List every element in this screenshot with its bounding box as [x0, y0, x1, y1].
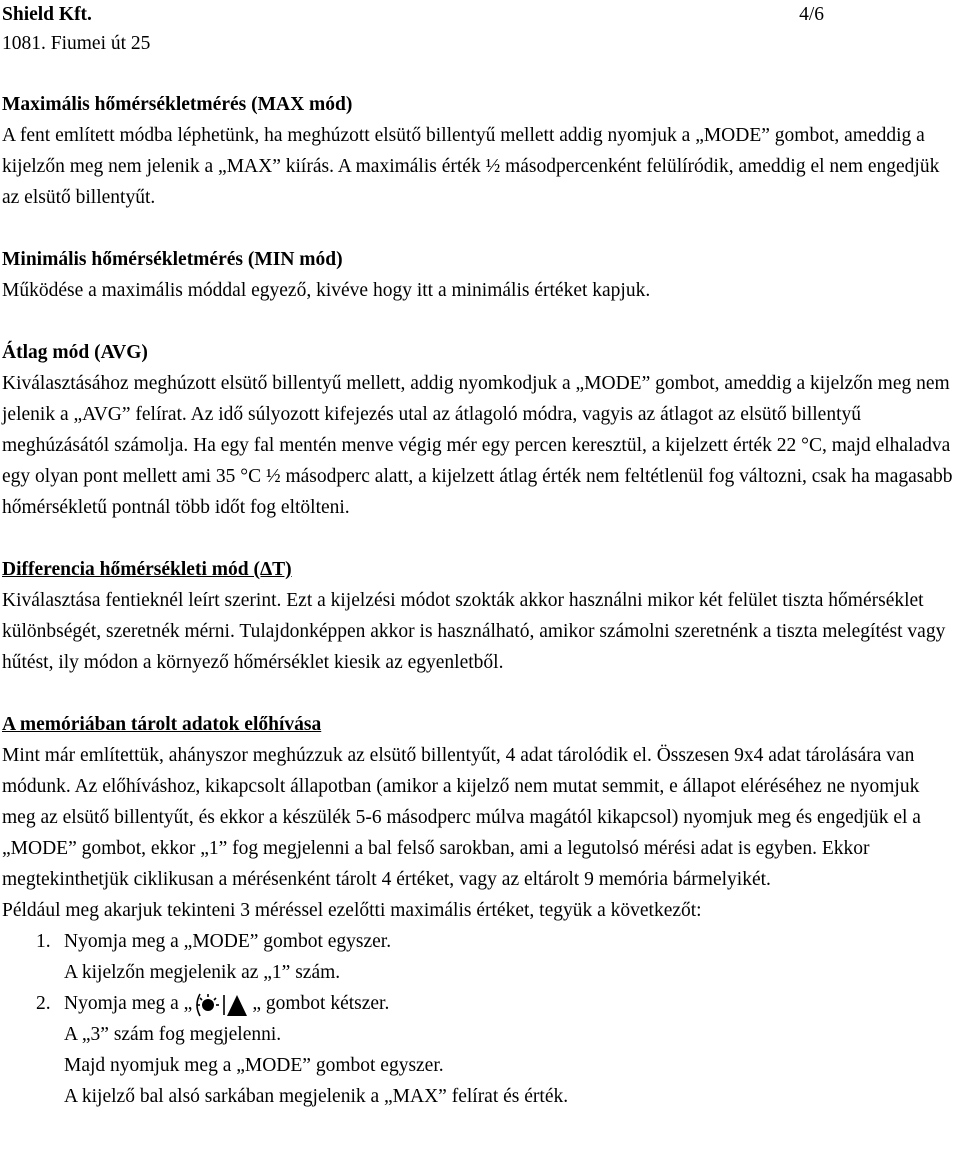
steps-list — [2, 926, 956, 1112]
section-memory-title: A memóriában tárolt adatok előhívása — [2, 714, 322, 735]
section-memory-body: Mint már említettük, ahányszor meghúzzuk az elsütő billentyűt, 4 adat tárolódik el. Összesen 9x4 adat tárolására van módunk. Az előhíváshoz, kikapcsolt állapotban (amikor a kijelző nem mutat semmit, e állapot eléréséhez ne nyomjuk meg az elsütő billentyűt, és ekkor a készülék 5-6 másodperc múlva magától kikapcsol) nyomjuk meg és engedjük el a „MODE” gombot, ekkor „1” fog megjelenni a bal felső sarokban, ami a legutolsó mérési adat is egyben. Ekkor megtekinthetjük ciklikusan a mérésenként tárolt 4 értéket, vagy az eltárolt 9 memória bármelyikét. — [2, 745, 921, 890]
step-2-line-4: A kijelző bal alsó sarkában megjelenik a „MAX” felírat és érték. — [64, 1086, 569, 1107]
company-name: Shield Kft. — [2, 4, 92, 25]
step-number: 1. — [36, 931, 51, 952]
backlight-up-icon-svg — [194, 992, 250, 1018]
section-diff-body: Kiválasztása fentieknél leírt szerint. Ezt a kijelzési módot szokták akkor használni mikor két felület tiszta hőmérséklet különbségét, szeretnék mérni. Tulajdonképpen akkor is használható, amikor számolni szeretnénk a tiszta melegítést vagy hűtést, ily módon a környező hőmérséklet kiesik az egyenletből. — [2, 590, 946, 673]
company-address: 1081. Fiumei út 25 — [2, 33, 151, 54]
step-2-line-1-start: Nyomja meg a „ — [64, 993, 193, 1014]
step-2-line-3: Majd nyomjuk meg a „MODE” gombot egyszer. — [64, 1055, 444, 1076]
step-1-line-1: Nyomja meg a „MODE” gombot egyszer. — [64, 931, 392, 952]
section-diff — [2, 554, 956, 678]
section-memory — [2, 709, 956, 1112]
step-1 — [2, 926, 956, 988]
step-number: 2. — [36, 993, 51, 1014]
section-diff-title: Differencia hőmérsékleti mód (ΔT) — [2, 559, 292, 580]
section-avg-title: Átlag mód (AVG) — [2, 342, 148, 363]
section-memory-example: Például meg akarjuk tekinteni 3 méréssel ezelőtti maximális értéket, tegyük a következőt: — [2, 900, 702, 921]
step-2-line-2: A „3” szám fog megjelenni. — [64, 1024, 282, 1045]
step-2-line-1-end: „ gombot kétszer. — [252, 993, 390, 1014]
document-body — [2, 89, 956, 1112]
step-2 — [2, 988, 956, 1112]
section-max — [2, 89, 956, 213]
section-max-title: Maximális hőmérsékletmérés (MAX mód) — [2, 94, 353, 115]
step-2-line-1 — [64, 988, 956, 1019]
section-avg — [2, 337, 956, 523]
step-1-line-2: A kijelzőn megjelenik az „1” szám. — [64, 962, 341, 983]
section-avg-body: Kiválasztásához meghúzott elsütő billentyű mellett, addig nyomkodjuk a „MODE” gombot, ameddig a kijelzőn meg nem jelenik a „AVG” felírat. Az idő súlyozott kifejezés utal az átlagoló módra, vagyis az átlagot az elsütő billentyű meghúzásától számolja. Ha egy fal mentén menve végig mér egy percen keresztül, a kijelzett érték 22 °C, majd elhaladva egy olyan pont mellett ami 35 °C ½ másodperc alatt, a kijelzett átlag érték nem feltétlenül fog változni, csak ha magasabb hőmérsékletű pontnál több időt fog eltölteni. — [2, 373, 953, 518]
section-min-body: Működése a maximális móddal egyező, kivéve hogy itt a minimális értéket kapjuk. — [2, 280, 651, 301]
section-min-title: Minimális hőmérsékletmérés (MIN mód) — [2, 249, 343, 270]
section-min — [2, 244, 956, 306]
backlight-up-icon — [194, 992, 250, 1018]
page-number: 4/6 — [799, 4, 824, 25]
section-max-body: A fent említett módba léphetünk, ha meghúzott elsütő billentyű mellett addig nyomjuk a „MODE” gombot, ameddig a kijelzőn meg nem jelenik a „MAX” kiírás. A maximális érték ½ másodpercenként felülíródik, ameddig el nem engedjük az elsütő billentyűt. — [2, 125, 940, 208]
page-header — [2, 0, 952, 58]
